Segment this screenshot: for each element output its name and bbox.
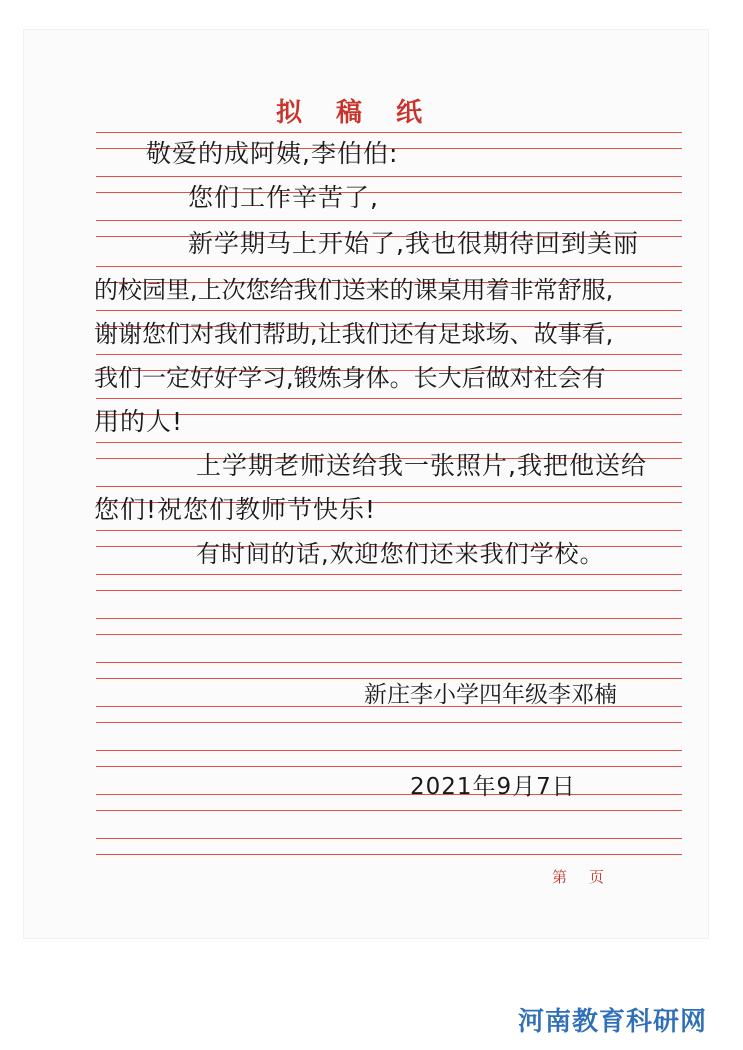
watermark: 河南教育科研网	[518, 1007, 708, 1037]
ruled-line	[96, 192, 682, 193]
ruled-line	[96, 486, 682, 487]
ruled-line	[96, 530, 682, 531]
letter-greeting: 敬爱的成阿姨,李伯伯:	[146, 139, 399, 168]
ruled-line	[96, 266, 682, 267]
letter-line: 上学期老师送给我一张照片,我把他送给	[196, 451, 647, 480]
page-label-prefix: 第	[552, 868, 570, 886]
ruled-line	[96, 750, 682, 751]
letter-date: 2021年9月7日	[410, 774, 576, 800]
letter-line: 用的人!	[94, 407, 184, 436]
page-number-label	[552, 866, 606, 887]
letter-line: 谢谢您们对我们帮助,让我们还有足球场、故事看,	[94, 320, 614, 348]
ruled-line	[96, 354, 682, 355]
ruled-line	[96, 398, 682, 399]
ruled-line	[96, 794, 682, 795]
ruled-line	[96, 574, 682, 575]
letter-line: 有时间的话,欢迎您们还来我们学校。	[196, 540, 605, 568]
letter-signature: 新庄李小学四年级李邓楠	[364, 682, 617, 708]
ruled-line	[96, 634, 682, 635]
ruled-line	[96, 810, 682, 811]
ruled-line	[96, 722, 682, 723]
ruled-line	[96, 310, 682, 311]
letter-line: 新学期马上开始了,我也很期待回到美丽	[188, 229, 639, 258]
letter-line: 我们一定好好学习,锻炼身体。长大后做对社会有	[94, 364, 606, 392]
ruled-line	[96, 618, 682, 619]
ruled-line	[96, 854, 682, 855]
ruled-line	[96, 132, 682, 133]
ruled-line	[96, 176, 682, 177]
paper-title: 拟稿纸	[275, 98, 456, 128]
letter-line: 的校园里,上次您给我们送来的课桌用着非常舒服,	[94, 276, 614, 304]
letter-line: 您们!祝您们教师节快乐!	[94, 495, 377, 524]
ruled-line	[96, 414, 682, 415]
ruled-line	[96, 442, 682, 443]
ruled-line	[96, 662, 682, 663]
draft-paper-sheet	[24, 30, 708, 938]
ruled-line	[96, 766, 682, 767]
page-label-suffix: 页	[589, 868, 607, 886]
ruled-line	[96, 220, 682, 221]
ruled-line	[96, 838, 682, 839]
letter-line: 您们工作辛苦了,	[188, 183, 379, 212]
ruled-line	[96, 590, 682, 591]
